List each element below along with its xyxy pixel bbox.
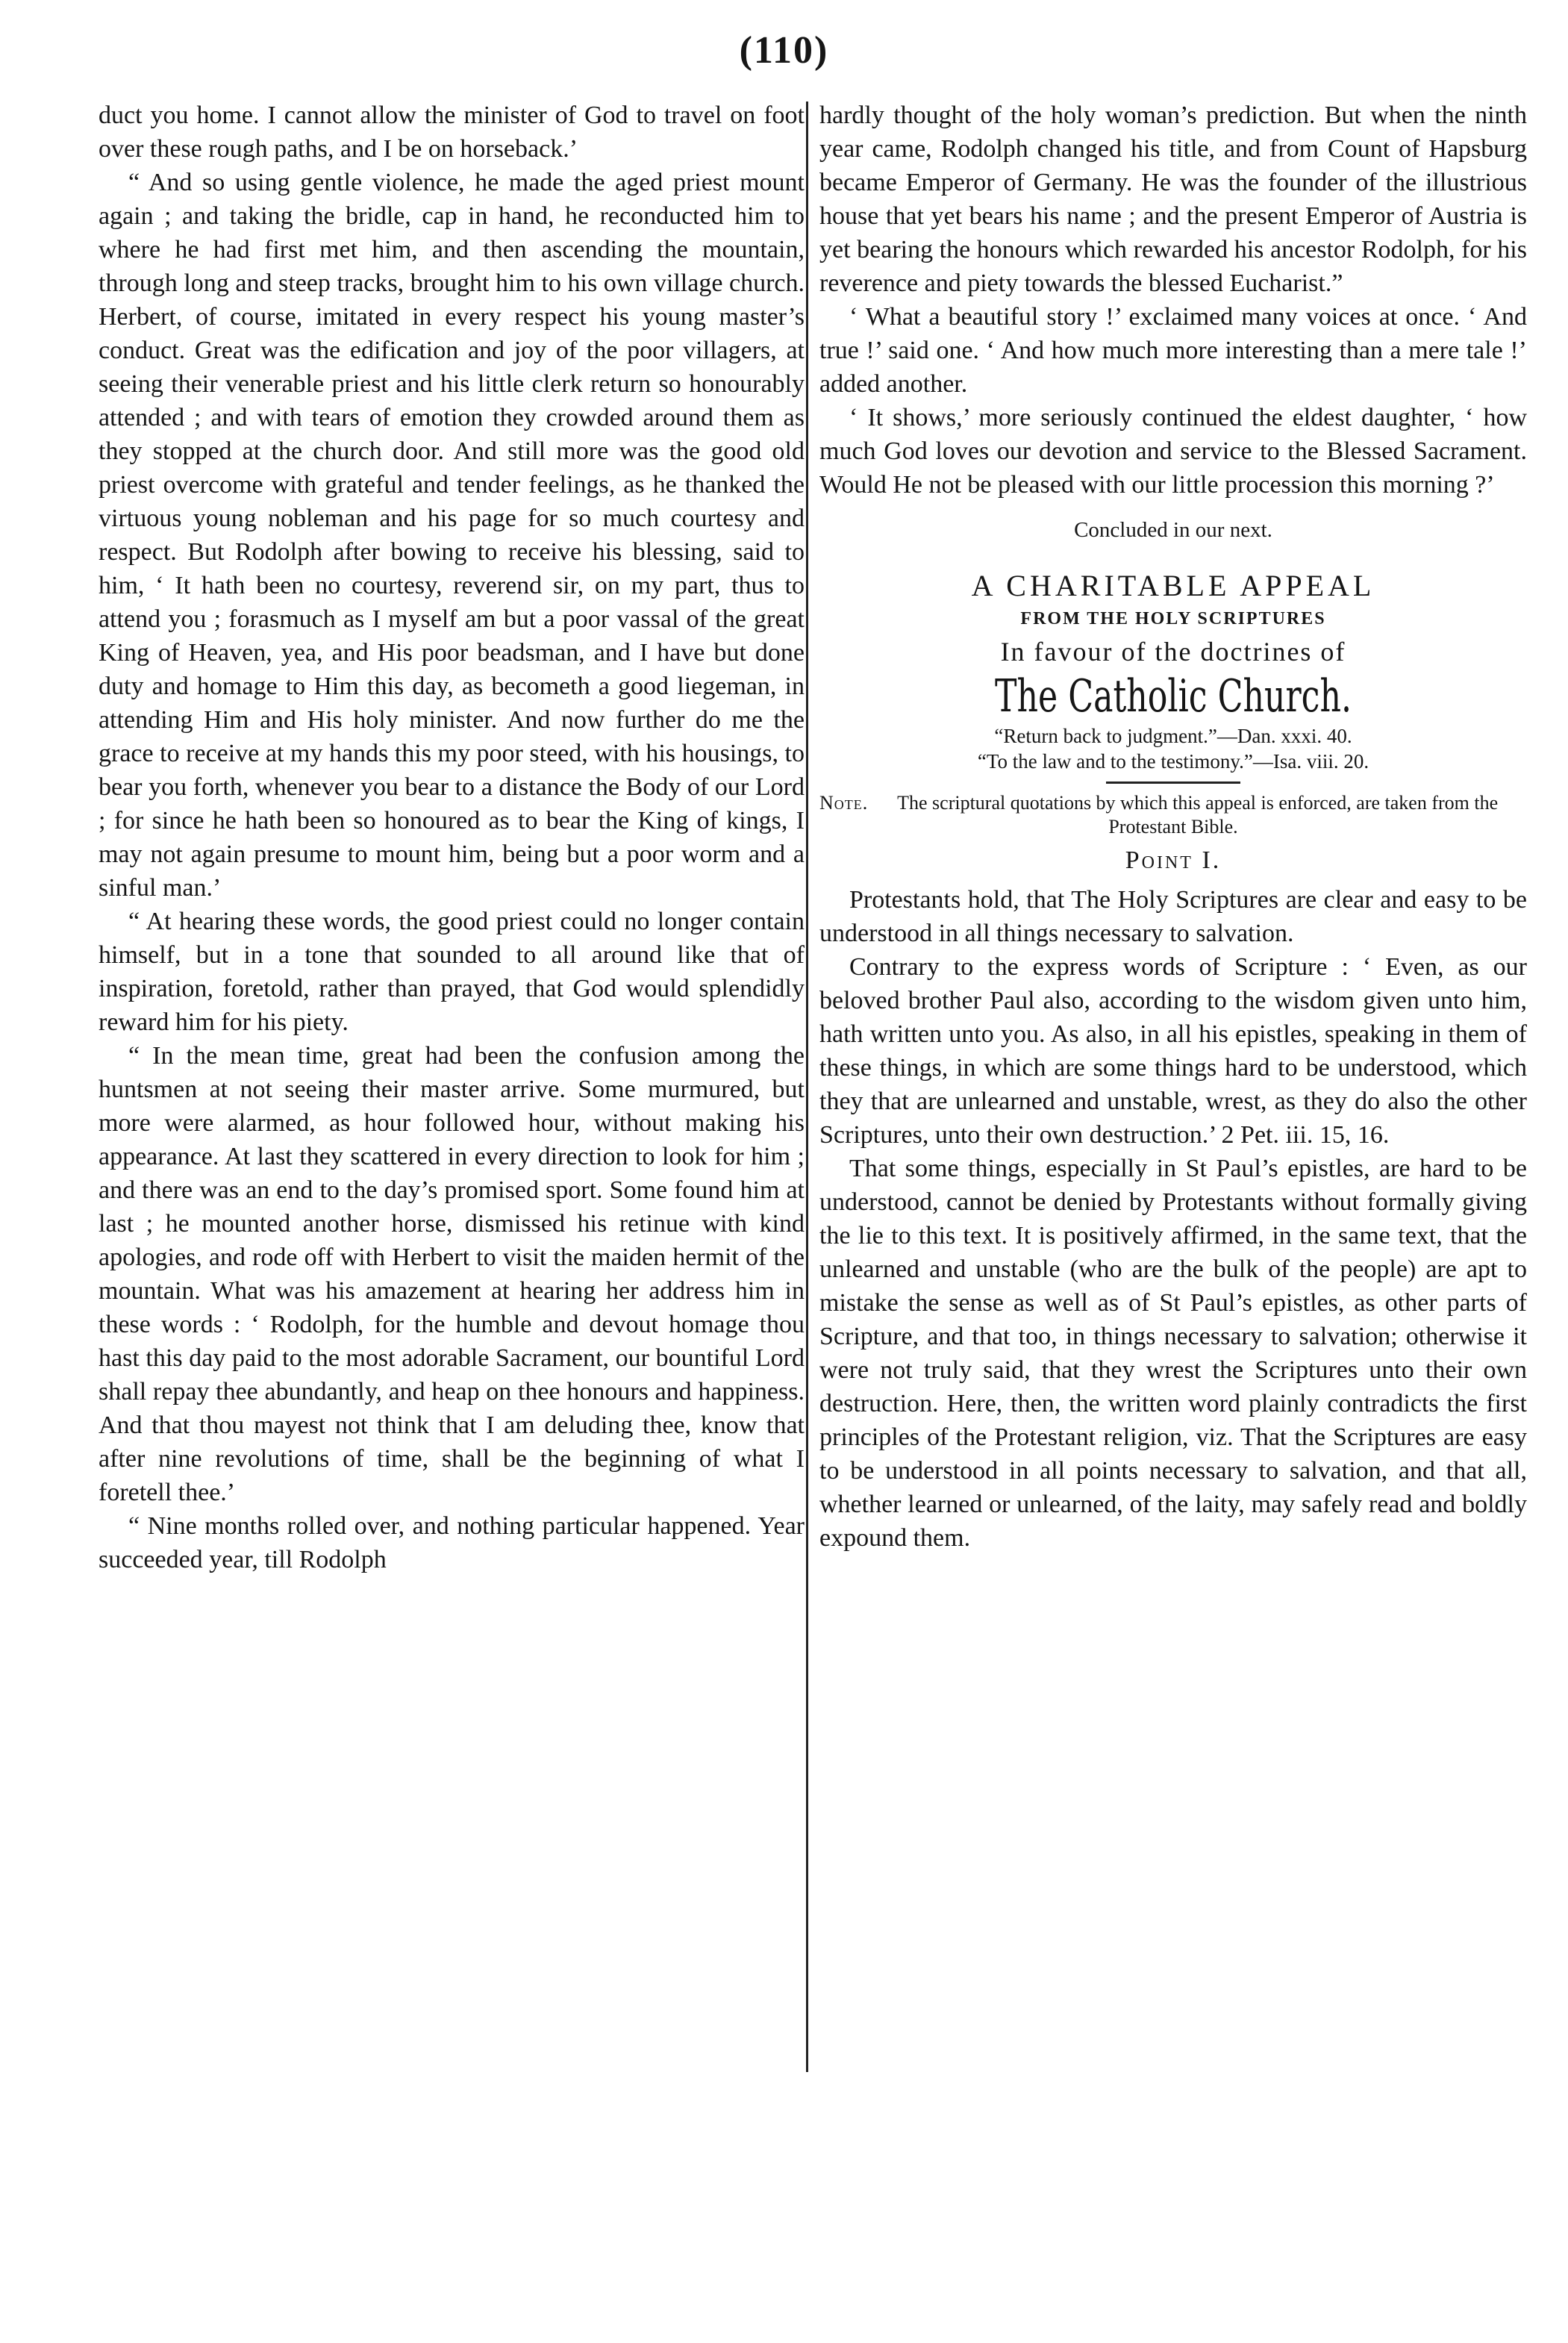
right-paragraph-3: ‘ It shows,’ more seriously continued the eldest daughter, ‘ how much God loves our devotion and service to the Blessed Sacrament. Would He not be pleased with our little procession this morning ?’: [819, 404, 1527, 499]
section-rule: [1106, 781, 1240, 784]
note-text: The scriptural quotations by which this appeal is enforced, are taken from the Protestant Bible.: [897, 792, 1499, 837]
right-paragraph-6: That some things, especially in St Paul’s epistles, are hard to be understood, cannot be denied by Protestants without formally giving the lie to this text. It is positively affirmed, in the same text, that the unlearned and unstable (who are the bulk of the people) are apt to mistake the sense as well as of St Paul’s epistles, as other parts of Scripture, and that too, in things necessary to salvation; otherwise it were not truly said, that they wrest the Scriptures unto their own destruction. Here, then, the written word plainly contradicts the first principles of the Protestant religion, viz. That the Scriptures are easy to be understood in all points necessary to salvation, and that all, whether learned or unlearned, of the laity, may safely read and boldly expound them.: [819, 1155, 1527, 1552]
left-paragraph-2: “ And so using gentle violence, he made the aged priest mount again ; and taking the bridle, cap in hand, he reconducted him to where he had first met him, and then ascending the mountain, through long and steep tracks, brought him to his own village church. Herbert, of course, imitated in every respect his young master’s conduct. Great was the edification and joy of the poor villagers, at seeing their venerable priest and his little clerk return so honourably attended ; and with tears of emotion they crowded around them as they stopped at the church door. And still more was the good old priest overcome with grateful and tender feelings, as he thanked the virtuous young nobleman and his page for so much courtesy and respect. But Rodolph after bowing to receive his blessing, said to him, ‘ It hath been no courtesy, reverend sir, on my part, thus to attend you ; forasmuch as I myself am but a poor vassal of the great King of Heaven, yea, and His poor beadsman, and I have but done duty and homage to Him this day, as becometh a good liegeman, in attending Him and His holy minister. And now further do me the grace to receive at my hands this my poor steed, with his housings, to bear you forth, whenever you bear to a distance the Body of our Lord ; for since he hath been so honoured as to bear the King of kings, I may not again presume to mount him, being but a poor worm and a sinful man.’: [99, 169, 805, 902]
appeal-favour: In favour of the doctrines of: [1000, 637, 1346, 667]
note-block: [819, 791, 1527, 839]
note-label: Note.: [819, 792, 869, 814]
appeal-subtitle: FROM THE HOLY SCRIPTURES: [1020, 609, 1326, 628]
epigraph-quote-1: “Return back to judgment.”—Dan. xxxi. 40.: [994, 725, 1352, 747]
left-paragraph-5: “ Nine months rolled over, and nothing particular happened. Year succeeded year, till Rodolph: [99, 1512, 805, 1573]
point-heading: Point I.: [1125, 846, 1222, 874]
right-paragraph-2: ‘ What a beautiful story !’ exclaimed many voices at once. ‘ And true !’ said one. ‘ And how much more interesting than a mere tale !’ added another.: [819, 303, 1527, 398]
column-divider: [806, 102, 808, 2072]
right-paragraph-5: Contrary to the express words of Scripture : ‘ Even, as our beloved brother Paul also, according to the wisdom given unto him, hath written unto you. As also, in all his epistles, speaking in them of these things, in which are some things hard to be understood, which they that are unlearned and unstable, wrest, as they do also the other Scriptures, unto their own destruction.’ 2 Pet. iii. 15, 16.: [819, 953, 1527, 1149]
appeal-church-heading: The Catholic Church.: [994, 670, 1352, 723]
appeal-title: A CHARITABLE APPEAL: [971, 569, 1375, 602]
left-column: [99, 99, 805, 1576]
page-number: (110): [739, 29, 829, 72]
epigraph-quote-2: “To the law and to the testimony.”—Isa. viii. 20.: [977, 750, 1369, 773]
right-paragraph-4: Protestants hold, that The Holy Scriptures are clear and easy to be understood in all things necessary to salvation.: [819, 886, 1527, 947]
left-paragraph-4: “ In the mean time, great had been the confusion among the huntsmen at not seeing their master arrive. Some murmured, but more were alarmed, as hour followed hour, without making his appearance. At last they scattered in every direction to look for him ; and there was an end to the day’s promised sport. Some found him at last ; he mounted another horse, dismissed his retinue with kind apologies, and rode off with Herbert to visit the maiden hermit of the mountain. What was his amazement at hearing her address him in these words : ‘ Rodolph, for the humble and devout homage thou hast this day paid to the most adorable Sacrament, our bountiful Lord shall repay thee abundantly, and heap on thee honours and happiness. And that thou mayest not think that I am deluding thee, know that after nine revolutions of time, shall be the beginning of what I foretell thee.’: [99, 1042, 805, 1506]
left-paragraph-1: duct you home. I cannot allow the minister of God to travel on foot over these rough paths, and I be on horseback.’: [99, 102, 805, 163]
right-paragraph-1: hardly thought of the holy woman’s prediction. But when the ninth year came, Rodolph changed his title, and from Count of Hapsburg became Emperor of Germany. He was the founder of the illustrious house that yet bears his name ; and the present Emperor of Austria is yet bearing the honours which rewarded his ancestor Rodolph, for his reverence and piety towards the blessed Eucharist.”: [819, 102, 1527, 297]
concluded-note: Concluded in our next.: [1074, 518, 1272, 542]
right-column: [819, 99, 1527, 1555]
left-paragraph-3: “ At hearing these words, the good priest could no longer contain himself, but in a tone that sounded to all around like that of inspiration, foretold, rather than prayed, that God would splendidly reward him for his piety.: [99, 908, 805, 1036]
